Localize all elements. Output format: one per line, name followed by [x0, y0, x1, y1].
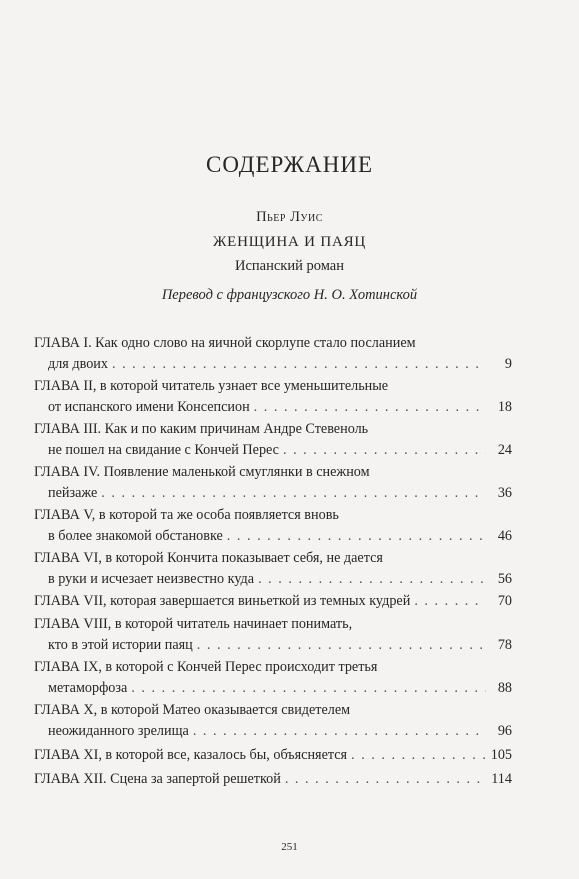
toc-entry[interactable] [34, 419, 512, 461]
dot-leader [254, 397, 486, 418]
toc-entry[interactable] [34, 745, 512, 766]
dot-leader [193, 721, 486, 742]
toc-entry-title: ГЛАВА VI, в которой Кончита показывает себя, не дается [34, 550, 383, 566]
dot-leader [112, 354, 486, 375]
toc-entry-title-continued: в более знакомой обстановке [48, 528, 223, 544]
book-subtitle: Испанский роман [235, 258, 344, 274]
dot-leader [283, 440, 486, 461]
contents-heading: СОДЕРЖАНИЕ [205, 152, 373, 177]
dot-leader [101, 483, 486, 504]
dot-leader [351, 745, 486, 766]
dot-leader [197, 635, 486, 656]
toc-entry-title: ГЛАВА II, в которой читатель узнает все уменьшительные [34, 378, 389, 394]
toc-entry[interactable] [34, 376, 512, 418]
toc-entry-title-continued: кто в этой истории паяц [48, 637, 193, 653]
toc-entry-title: ГЛАВА III. Как и по каким причинам Андре Стевеноль [34, 421, 369, 437]
toc-entry-title: ГЛАВА IV. Появление маленькой смуглянки в снежном [34, 464, 370, 480]
toc-entry[interactable] [34, 700, 512, 742]
toc-page-number: 46 [497, 528, 512, 544]
book-title: ЖЕНЩИНА И ПАЯЦ [212, 234, 367, 250]
toc-entry-title-continued: от испанского имени Консепсион [48, 399, 250, 415]
toc-entry[interactable] [34, 591, 512, 612]
toc-entry[interactable] [34, 462, 512, 504]
page-number: 251 [281, 841, 298, 853]
toc-entry-title: ГЛАВА V, в которой та же особа появляется вновь [34, 507, 339, 523]
dot-leader [414, 591, 486, 612]
toc-entry-title: ГЛАВА I. Как одно слово на яичной скорлупе стало посланием [34, 335, 416, 351]
author-name: Пьер Луис [256, 209, 323, 225]
table-of-contents [34, 333, 512, 790]
toc-entry-title-continued: неожиданного зрелища [48, 723, 189, 739]
toc-page-number: 56 [497, 571, 512, 587]
toc-page-number: 36 [497, 485, 512, 501]
toc-entry-title-continued: метаморфоза [48, 680, 128, 696]
toc-page-number: 70 [497, 593, 512, 609]
toc-entry[interactable] [34, 769, 512, 790]
toc-entry-title: ГЛАВА XI, в которой все, казалось бы, объясняется [34, 747, 348, 763]
toc-entry-title-continued: в руки и исчезает неизвестно куда [48, 571, 255, 587]
toc-entry-title: ГЛАВА IX, в которой с Кончей Перес происходит третья [34, 659, 378, 675]
toc-entry[interactable] [34, 333, 512, 375]
translator-credit: Перевод с французского Н. О. Хотинской [161, 287, 418, 303]
toc-page-number: 24 [497, 442, 512, 458]
toc-entry[interactable] [34, 505, 512, 547]
toc-entry[interactable] [34, 614, 512, 656]
toc-entry[interactable] [34, 548, 512, 590]
toc-entry-title: ГЛАВА VII, которая завершается виньеткой из темных кудрей [34, 593, 411, 609]
toc-entry[interactable] [34, 657, 512, 699]
toc-entry-title: ГЛАВА X, в которой Матео оказывается свидетелем [34, 702, 351, 718]
toc-entry-title: ГЛАВА XII. Сцена за запертой решеткой [34, 771, 281, 787]
toc-entry-title-continued: не пошел на свидание с Кончей Перес [48, 442, 279, 458]
toc-page-number: 78 [497, 637, 512, 653]
toc-page-number: 114 [491, 771, 512, 787]
toc-page-number: 18 [497, 399, 512, 415]
dot-leader [258, 569, 486, 590]
toc-entry-title-continued: для двоих [48, 356, 108, 372]
dot-leader [227, 526, 486, 547]
toc-entry-title: ГЛАВА VIII, в которой читатель начинает понимать, [34, 616, 353, 632]
toc-page-number: 9 [504, 356, 512, 372]
dot-leader [285, 769, 486, 790]
dot-leader [131, 678, 486, 699]
toc-page-number: 88 [497, 680, 512, 696]
toc-page-number: 96 [497, 723, 512, 739]
toc-page-number: 105 [490, 747, 512, 763]
toc-entry-title-continued: пейзаже [48, 485, 98, 501]
